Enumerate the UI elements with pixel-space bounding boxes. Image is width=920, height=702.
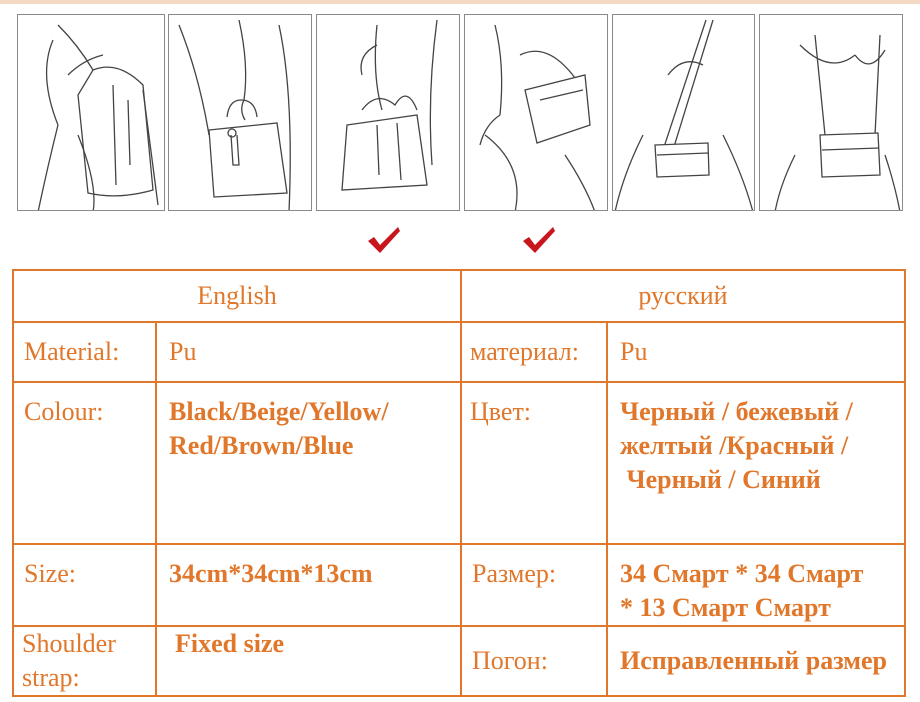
- size-label-ru: Размер:: [461, 544, 607, 626]
- shoulder-bag-illustration: [464, 14, 608, 211]
- size-value-ru: [607, 544, 905, 626]
- size-label-en: Size:: [13, 544, 156, 626]
- colour-value-ru-line: Черный / бежевый /: [620, 397, 853, 426]
- material-label-ru: материал:: [461, 322, 607, 382]
- material-label-en: Material:: [13, 322, 156, 382]
- header-russian: [461, 270, 905, 322]
- colour-value-en: [156, 382, 461, 544]
- colour-value-en-line: Black/Beige/Yellow/: [169, 397, 389, 426]
- colour-value-ru-line: Черный / Синий: [620, 465, 821, 494]
- size-value-ru-line: * 13 Смарт Смарт: [620, 593, 831, 622]
- header-english: [13, 270, 461, 322]
- top-accent-bar: [0, 0, 920, 4]
- crossbody-bag-illustration: [612, 14, 755, 211]
- checkmark-icon: [521, 225, 557, 260]
- strap-value-ru: Исправленный размер: [607, 626, 905, 696]
- crossbody-mini-bag-illustration: [759, 14, 903, 211]
- colour-label-ru: Цвет:: [461, 382, 607, 544]
- strap-label-en-line: Shoulder: [22, 629, 116, 658]
- size-value-en: 34cm*34cm*13cm: [156, 544, 461, 626]
- tote-arm-illustration: [316, 14, 460, 211]
- handbag-hand-illustration: [168, 14, 312, 211]
- colour-value-ru: [607, 382, 905, 544]
- material-value-ru: Pu: [607, 322, 905, 382]
- colour-value-ru-line: желтый /Красный /: [620, 431, 849, 460]
- checkmark-icon: [366, 225, 402, 260]
- backpack-illustration: [17, 14, 165, 211]
- header-english-text: English: [197, 281, 277, 310]
- strap-label-ru: Погон:: [461, 626, 607, 696]
- strap-value-en: Fixed size: [156, 626, 461, 696]
- spec-table: [12, 269, 906, 697]
- material-value-en: Pu: [156, 322, 461, 382]
- colour-value-en-line: Red/Brown/Blue: [169, 431, 354, 460]
- size-value-ru-line: 34 Смарт * 34 Смарт: [620, 559, 864, 588]
- strap-label-en: [13, 626, 156, 696]
- header-russian-text: русский: [638, 281, 728, 310]
- colour-label-en: Colour:: [13, 382, 156, 544]
- strap-label-en-line: strap:: [22, 663, 80, 692]
